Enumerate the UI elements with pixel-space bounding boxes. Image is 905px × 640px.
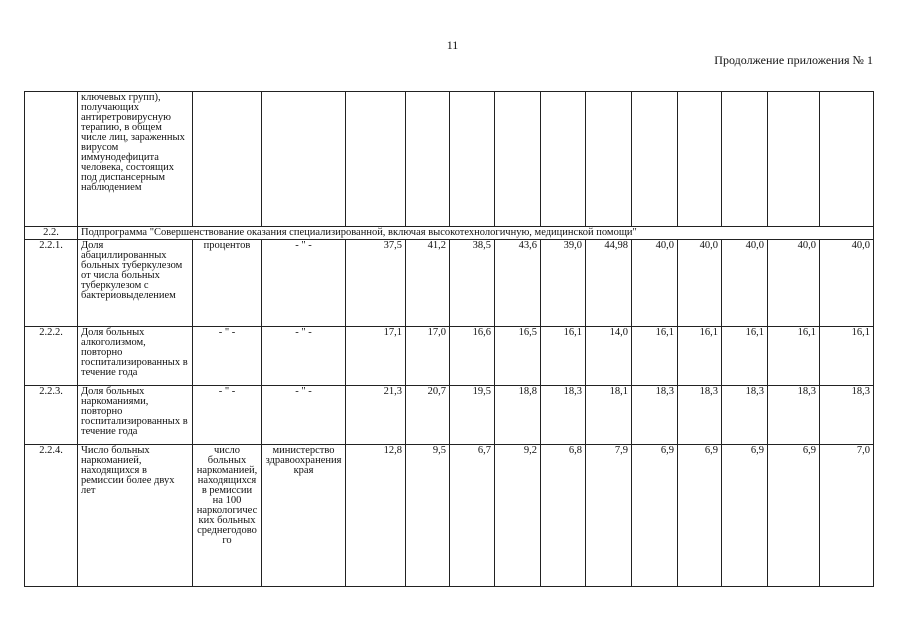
cell-value: 6,9 (678, 445, 722, 587)
cell-number: 2.2.1. (25, 240, 78, 327)
cell-value: 6,7 (450, 445, 495, 587)
cell-responsible: министерство здравоохранения края (262, 445, 346, 587)
cell-responsible: - " - (262, 386, 346, 445)
cell-value (586, 92, 632, 227)
cell-value: 20,7 (406, 386, 450, 445)
cell-number: 2.2.3. (25, 386, 78, 445)
cell-value (495, 92, 541, 227)
indicators-table (24, 91, 874, 587)
cell-indicator-name: ключевых групп), получающих антиретровирусную терапию, в общем числе лиц, зараженных вирусом иммунодефицита человека, состоящих под диспансерным наблюдением (78, 92, 193, 227)
cell-value: 16,1 (678, 327, 722, 386)
cell-number: 2.2.4. (25, 445, 78, 587)
cell-responsible: - " - (262, 240, 346, 327)
cell-number: 2.2.2. (25, 327, 78, 386)
cell-value: 16,1 (541, 327, 586, 386)
table-section-row (25, 227, 874, 240)
cell-value (346, 92, 406, 227)
cell-value (678, 92, 722, 227)
cell-unit: число больных наркоманией, находящихся в ремиссии на 100 наркологических больных среднегодового (193, 445, 262, 587)
cell-indicator-name: Доля больных наркоманиями, повторно госпитализированных в течение года (78, 386, 193, 445)
cell-responsible (262, 92, 346, 227)
cell-value: 40,0 (820, 240, 874, 327)
cell-value: 16,6 (450, 327, 495, 386)
cell-value: 18,3 (632, 386, 678, 445)
cell-indicator-name: Доля больных алкоголизмом, повторно госпитализированных в течение года (78, 327, 193, 386)
cell-number (25, 92, 78, 227)
cell-value: 6,9 (632, 445, 678, 587)
table-row (25, 445, 874, 587)
cell-value: 7,0 (820, 445, 874, 587)
cell-value: 16,5 (495, 327, 541, 386)
cell-value: 43,6 (495, 240, 541, 327)
table-row (25, 327, 874, 386)
table-row (25, 386, 874, 445)
cell-value: 40,0 (768, 240, 820, 327)
cell-value (632, 92, 678, 227)
cell-value: 21,3 (346, 386, 406, 445)
page-number: 11 (446, 38, 459, 52)
cell-value (768, 92, 820, 227)
cell-unit: процентов (193, 240, 262, 327)
cell-value: 6,8 (541, 445, 586, 587)
cell-responsible: - " - (262, 327, 346, 386)
cell-value: 18,3 (541, 386, 586, 445)
cell-value: 16,1 (820, 327, 874, 386)
cell-value: 6,9 (722, 445, 768, 587)
table-row-continued (25, 92, 874, 227)
cell-value (541, 92, 586, 227)
cell-unit: - " - (193, 386, 262, 445)
cell-value: 41,2 (406, 240, 450, 327)
cell-value: 9,5 (406, 445, 450, 587)
cell-value: 37,5 (346, 240, 406, 327)
cell-unit (193, 92, 262, 227)
cell-value: 16,1 (722, 327, 768, 386)
cell-value: 6,9 (768, 445, 820, 587)
cell-indicator-name: Доля абациллированных больных туберкулезом от числа больных туберкулезом с бактериовыделением (78, 240, 193, 327)
cell-value: 17,0 (406, 327, 450, 386)
cell-value: 18,3 (768, 386, 820, 445)
cell-value: 16,1 (768, 327, 820, 386)
cell-value: 16,1 (632, 327, 678, 386)
cell-value: 40,0 (632, 240, 678, 327)
cell-value: 18,1 (586, 386, 632, 445)
cell-value: 40,0 (722, 240, 768, 327)
cell-value: 18,3 (820, 386, 874, 445)
cell-value: 40,0 (678, 240, 722, 327)
appendix-continuation-label: Продолжение приложения № 1 (714, 53, 873, 67)
section-number: 2.2. (25, 227, 78, 240)
table-row (25, 240, 874, 327)
cell-value: 14,0 (586, 327, 632, 386)
cell-value: 18,3 (678, 386, 722, 445)
cell-value: 7,9 (586, 445, 632, 587)
cell-value: 9,2 (495, 445, 541, 587)
cell-value (722, 92, 768, 227)
cell-unit: - " - (193, 327, 262, 386)
cell-value: 39,0 (541, 240, 586, 327)
cell-value: 19,5 (450, 386, 495, 445)
cell-value: 38,5 (450, 240, 495, 327)
cell-value: 18,3 (722, 386, 768, 445)
cell-value: 44,98 (586, 240, 632, 327)
cell-value: 12,8 (346, 445, 406, 587)
section-title: Подпрограмма "Совершенствование оказания специализированной, включая высокотехнологичную, медицинской помощи" (78, 227, 874, 240)
cell-value (820, 92, 874, 227)
cell-indicator-name: Число больных наркоманией, находящихся в ремиссии более двух лет (78, 445, 193, 587)
cell-value: 17,1 (346, 327, 406, 386)
cell-value (406, 92, 450, 227)
cell-value (450, 92, 495, 227)
cell-value: 18,8 (495, 386, 541, 445)
